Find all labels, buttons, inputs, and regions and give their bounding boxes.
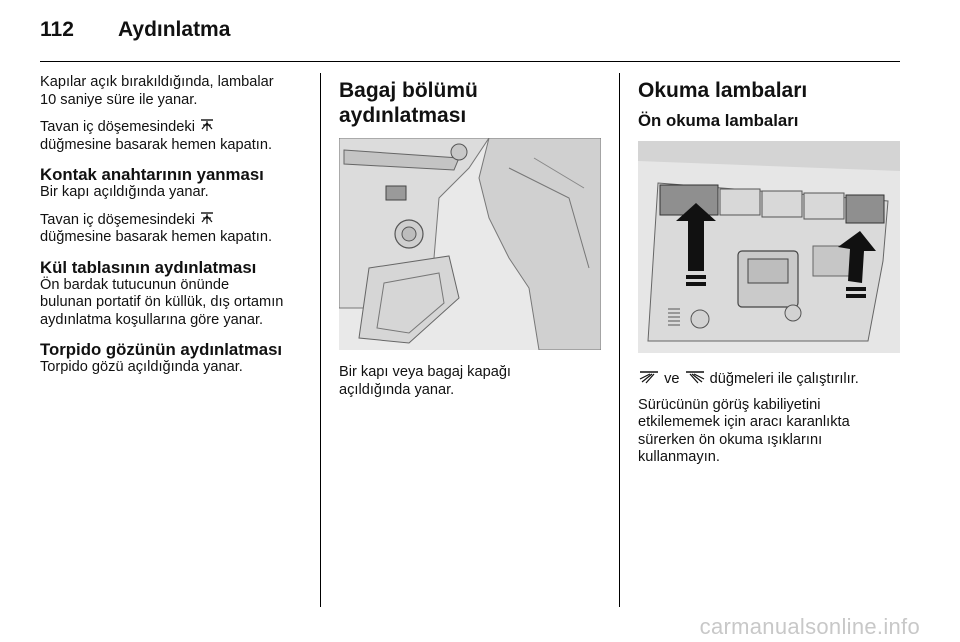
ashtray-line: Ön bardak tutucunun önünde bbox=[40, 276, 230, 293]
page-title: Aydınlatma bbox=[118, 18, 231, 41]
column-2 bbox=[339, 74, 607, 399]
interior-lamp-icon bbox=[199, 117, 215, 133]
ashtray-line: bulunan portatif ön küllük, dış ortamın bbox=[40, 294, 284, 310]
switch-instruction bbox=[40, 117, 305, 137]
trunk-heading: Bagaj bölümü bbox=[339, 79, 478, 102]
intro-line: 10 saniye süre ile yanar. bbox=[40, 91, 198, 108]
left-reading-lamp-icon bbox=[638, 369, 660, 385]
conjunction: ve bbox=[664, 371, 680, 387]
header-rule bbox=[40, 61, 900, 62]
intro-line: Kapılar açık bırakıldığında, lambalar bbox=[40, 74, 274, 90]
column-1 bbox=[40, 74, 305, 377]
reading-lamps-heading: Okuma lambaları bbox=[638, 79, 808, 102]
column-divider bbox=[619, 73, 620, 607]
switch-instruction bbox=[40, 210, 305, 230]
right-reading-lamp-icon bbox=[684, 369, 706, 385]
warning-line: etkilememek için aracı karanlıkta bbox=[638, 414, 850, 430]
trunk-heading: aydınlatması bbox=[339, 104, 467, 127]
reading-lamp-panel-illustration bbox=[638, 141, 900, 353]
switch-text: Tavan iç döşemesindeki bbox=[40, 119, 195, 135]
switch-instruction-cont: düğmesine basarak hemen kapatın. bbox=[40, 136, 273, 153]
trunk-text: Bir kapı veya bagaj kapağı bbox=[339, 364, 511, 380]
column-3 bbox=[638, 74, 902, 467]
page-number: 112 bbox=[40, 18, 74, 41]
watermark: carmanualsonline.info bbox=[699, 614, 920, 639]
glovebox-text: Torpido gözü açıldığında yanar. bbox=[40, 359, 243, 375]
buttons-instruction bbox=[638, 369, 902, 389]
ashtray-line: aydınlatma koşullarına göre yanar. bbox=[40, 311, 264, 328]
warning-line: kullanmayın. bbox=[638, 449, 720, 465]
ashtray-heading: Kül tablasının aydınlatması bbox=[40, 257, 257, 277]
trunk-text: açıldığında yanar. bbox=[339, 381, 455, 398]
ignition-heading: Kontak anahtarının yanması bbox=[40, 165, 264, 184]
interior-lamp-icon bbox=[199, 210, 215, 226]
warning-line: sürerken ön okuma ışıklarını bbox=[638, 431, 823, 448]
front-reading-lamps-subheading: Ön okuma lambaları bbox=[638, 111, 799, 130]
column-divider bbox=[320, 73, 321, 607]
ignition-text: Bir kapı açıldığında yanar. bbox=[40, 184, 209, 200]
glovebox-heading: Torpido gözünün aydınlatması bbox=[40, 340, 283, 359]
switch-text: Tavan iç döşemesindeki bbox=[40, 211, 195, 228]
buttons-text: düğmeleri ile çalıştırılır. bbox=[709, 371, 859, 387]
switch-instruction-cont: düğmesine basarak hemen kapatın. bbox=[40, 229, 273, 245]
warning-line: Sürücünün görüş kabiliyetini bbox=[638, 396, 821, 413]
trunk-light-illustration bbox=[339, 138, 601, 350]
